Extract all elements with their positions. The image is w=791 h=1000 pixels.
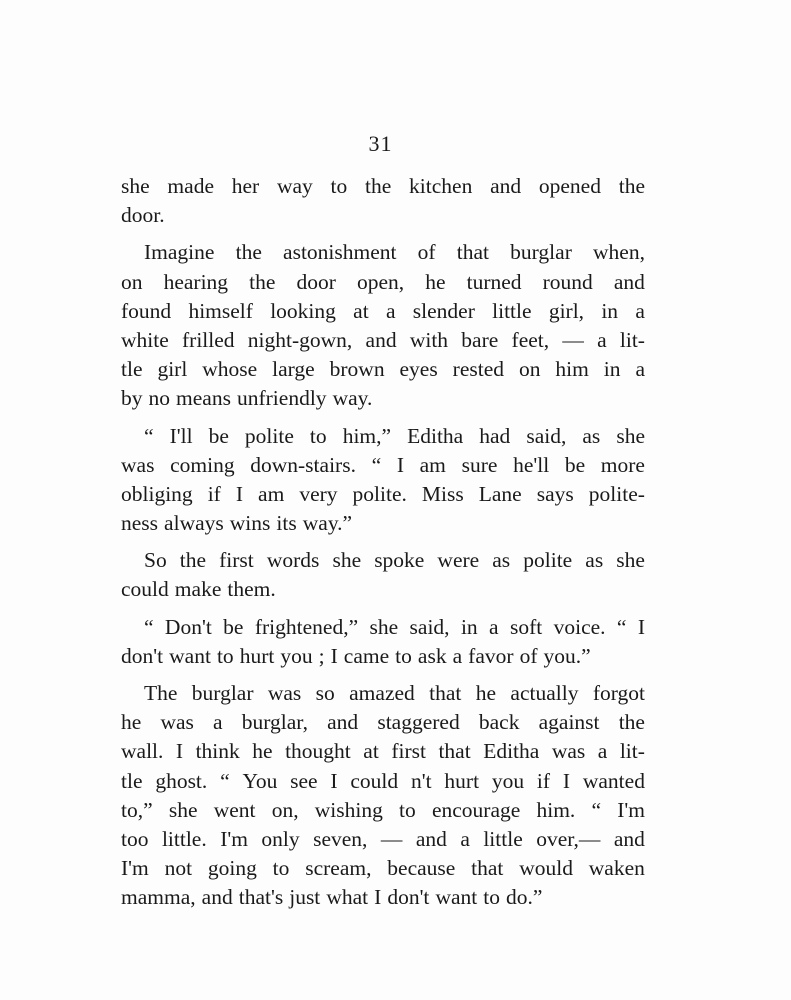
text-line: too little. I'm only seven, — and a little over,— and <box>121 826 645 851</box>
text-line: ness always wins its way.” <box>121 511 353 536</box>
text-line: she made her way to the kitchen and opened the <box>121 174 645 198</box>
text-line: “ Don't be frightened,” she said, in a soft voice. “ I <box>144 614 645 639</box>
text-line: “ I'll be polite to him,” Editha had said, as she <box>144 423 645 448</box>
text-line: mamma, and that's just what I don't want to do.” <box>121 885 543 910</box>
paragraph <box>121 613 645 671</box>
text-line: door. <box>121 203 165 228</box>
text-line: don't want to hurt you ; I came to ask a favor of you.” <box>121 643 591 668</box>
text-line: white frilled night-gown, and with bare feet, — a lit- <box>121 327 645 352</box>
text-line: tle girl whose large brown eyes rested on him in a <box>121 357 645 382</box>
text-line: on hearing the door open, he turned round and <box>121 269 645 294</box>
text-line: obliging if I am very polite. Miss Lane says polite- <box>121 481 645 506</box>
text-line: wall. I think he thought at first that Editha was a lit- <box>121 739 645 764</box>
paragraph <box>121 172 645 230</box>
text-line: tle ghost. “ You see I could n't hurt you if I wanted <box>121 768 645 793</box>
paragraph <box>121 238 645 413</box>
paragraph <box>121 546 645 604</box>
text-line: by no means unfriendly way. <box>121 386 373 411</box>
text-line: was coming down-stairs. “ I am sure he'll be more <box>121 452 645 477</box>
text-line: I'm not going to scream, because that would waken <box>121 856 645 881</box>
body-text <box>121 172 645 913</box>
paragraph <box>121 679 645 913</box>
text-line: So the first words she spoke were as polite as she <box>144 548 645 573</box>
text-line: to,” she went on, wishing to encourage him. “ I'm <box>121 797 645 822</box>
paragraph <box>121 422 645 539</box>
text-line: could make them. <box>121 577 276 602</box>
text-line: The burglar was so amazed that he actually forgot <box>144 681 645 705</box>
text-line: found himself looking at a slender little girl, in a <box>121 298 645 323</box>
text-line: he was a burglar, and staggered back against the <box>121 710 645 735</box>
page-number: 31 <box>368 131 393 156</box>
text-line: Imagine the astonishment of that burglar when, <box>144 240 645 265</box>
